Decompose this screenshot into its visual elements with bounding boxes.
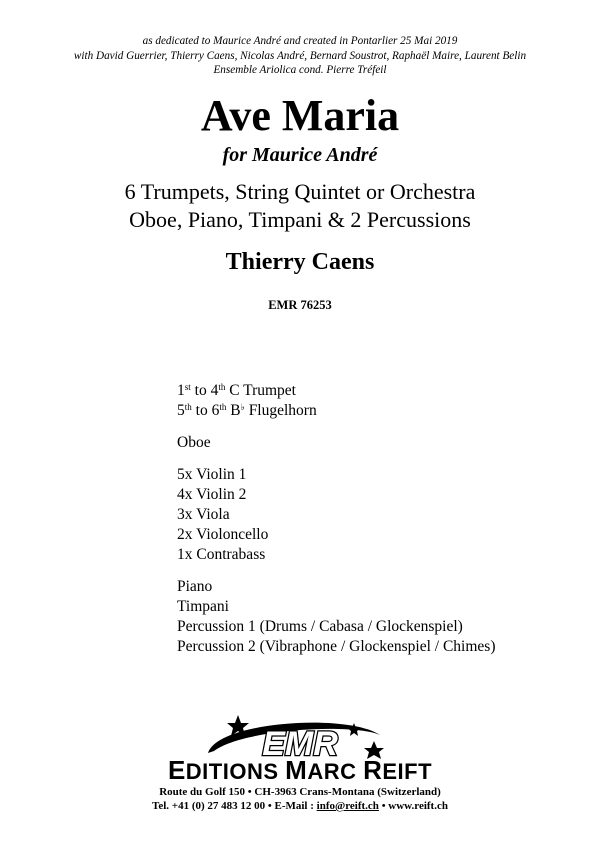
composer-name: Thierry Caens <box>225 249 375 275</box>
part-item: 4x Violin 2 <box>177 486 247 503</box>
other-parts <box>177 577 495 657</box>
address-line: Route du Golf 150 • CH-3963 Crans-Montana (Switzerland) <box>159 786 441 798</box>
string-parts <box>177 465 495 565</box>
catalog-number: EMR 76253 <box>268 298 332 312</box>
work-subtitle: for Maurice André <box>222 144 378 166</box>
instrumentation-line: Oboe, Piano, Timpani & 2 Percussions <box>129 207 471 232</box>
dedication-line: as dedicated to Maurice André and created in Pontarlier 25 Mai 2019 <box>142 35 458 47</box>
publisher-address <box>0 785 600 813</box>
publisher-name: EDITIONS MARC REIFT <box>167 755 433 785</box>
dedication-note <box>0 34 600 78</box>
logo-text: EMR <box>262 725 338 763</box>
part-item-flugelhorns: 5th to 6th B♭ Flugelhorn <box>177 402 317 419</box>
part-item: 1x Contrabass <box>177 546 266 563</box>
part-item: Percussion 1 (Drums / Cabasa / Glockenspiel) <box>177 618 463 635</box>
part-item: 3x Viola <box>177 506 230 523</box>
part-item-trumpets: 1st to 4th C Trumpet <box>177 382 296 399</box>
instrumentation <box>0 178 600 234</box>
instrumentation-line: 6 Trumpets, String Quintet or Orchestra <box>124 179 476 204</box>
oboe-part <box>177 433 495 453</box>
contact-line <box>0 799 600 813</box>
trumpet-parts <box>177 381 495 421</box>
website-text: • www.reift.ch <box>378 800 448 812</box>
phone-text: Tel. +41 (0) 27 483 12 00 • E-Mail : <box>152 800 317 812</box>
part-item: 5x Violin 1 <box>177 466 247 483</box>
parts-list <box>177 381 495 669</box>
email-link[interactable]: info@reift.ch <box>316 800 379 812</box>
part-item: Oboe <box>177 434 211 451</box>
work-title: Ave Maria <box>200 91 400 140</box>
part-item: Timpani <box>177 598 229 615</box>
part-item: Piano <box>177 578 213 595</box>
star-icon <box>347 723 361 736</box>
dedication-line: with David Guerrier, Thierry Caens, Nicolas André, Bernard Soustrot, Raphaël Maire, Laurent Belin <box>73 49 527 62</box>
part-item: Percussion 2 (Vibraphone / Glockenspiel / Chimes) <box>177 638 496 655</box>
dedication-line: Ensemble Ariolica cond. Pierre Tréfeil <box>213 64 387 76</box>
part-item: 2x Violoncello <box>177 526 269 543</box>
